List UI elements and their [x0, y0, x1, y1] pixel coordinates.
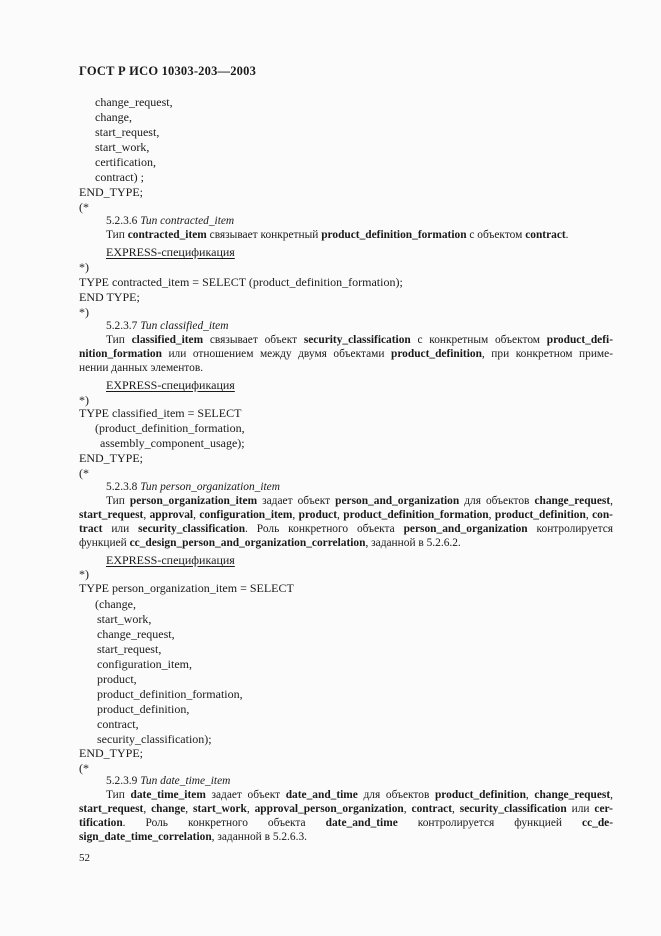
comment-open: (* [79, 200, 89, 214]
section-heading-5238 [106, 480, 280, 494]
list-item: configuration_item, [97, 657, 192, 671]
paragraph-line: Тип date_time_item задает объект date_and_time для объектов product_definition, change_request, [106, 789, 613, 801]
express-spec-label: EXPRESS-спецификация [106, 553, 235, 567]
type-declaration: TYPE classified_item = SELECT [79, 406, 242, 420]
list-item: contract) ; [95, 170, 144, 184]
list-item: start_work, [95, 140, 150, 154]
list-item: start_request, [97, 642, 162, 656]
list-item: certification, [95, 155, 156, 169]
section-number: 5.2.3.9 [106, 775, 138, 787]
end-type: END_TYPE; [79, 451, 143, 465]
list-item: product, [97, 672, 137, 686]
section-number: 5.2.3.8 [106, 481, 138, 493]
section-heading-5239 [106, 774, 230, 788]
comment-close: *) [79, 567, 89, 581]
paragraph-line: sign_date_time_correlation, заданной в 5.2.6.3. [79, 831, 307, 843]
section-title: Tun contracted_item [140, 215, 235, 227]
comment-close: *) [79, 260, 89, 274]
list-item: assembly_component_usage); [100, 436, 245, 450]
end-type: END_TYPE; [79, 185, 143, 199]
list-item: start_request, [95, 125, 160, 139]
end-type: END_TYPE; [79, 746, 143, 760]
paragraph-line: start_request, change, start_work, approval_person_organization, contract, security_classification или cer- [79, 803, 613, 815]
express-spec-label: EXPRESS-спецификация [106, 378, 235, 392]
paragraph-line: функцией cc_design_person_and_organization_correlation, заданной в 5.2.6.2. [79, 537, 461, 549]
list-item: contract, [97, 717, 139, 731]
list-item: (change, [95, 597, 136, 611]
section-number: 5.2.3.7 [106, 320, 138, 332]
paragraph-line: tract или security_classification. Роль конкретного объекта person_and_organization контролируется [79, 523, 613, 535]
comment-open: (* [79, 761, 89, 775]
document-header: ГОСТ Р ИСО 10303-203—2003 [79, 64, 257, 78]
express-spec-label: EXPRESS-спецификация [106, 245, 235, 259]
section-heading-5237 [106, 319, 228, 333]
section-title: Tun classified_item [140, 320, 229, 332]
section-heading-5236 [106, 214, 234, 228]
paragraph-line: nition_formation или отношением между двумя объектами product_definition, при конкретном приме- [79, 348, 613, 360]
type-declaration: TYPE contracted_item = SELECT (product_definition_formation); [79, 275, 403, 289]
paragraph-line: Тип person_organization_item задает объект person_and_organization для объектов change_request, [106, 495, 614, 507]
list-item: start_work, [97, 612, 152, 626]
end-type: END TYPE; [79, 290, 140, 304]
list-item: change_request, [95, 95, 173, 109]
comment-close: *) [79, 305, 89, 319]
section-title: Tun date_time_item [140, 775, 231, 787]
paragraph-line: start_request, approval, configuration_item, product, product_definition_formation, product_definition, con- [79, 509, 613, 521]
comment-close: *) [79, 393, 89, 407]
list-item: (product_definition_formation, [95, 421, 245, 435]
list-item: change, [95, 110, 132, 124]
comment-open: (* [79, 466, 89, 480]
list-item: change_request, [97, 627, 175, 641]
list-item: product_definition, [97, 702, 190, 716]
paragraph-line: нении данных элементов. [79, 362, 204, 374]
paragraph-line: tification. Роль конкретного объекта date_and_time контролируется функцией cc_de- [79, 817, 614, 829]
paragraph-line: Тип classified_item связывает объект security_classification с конкретным объектом product_defi- [106, 334, 613, 346]
paragraph-line: Тип contracted_item связывает конкретный product_definition_formation с объектом contract. [106, 229, 569, 241]
section-title: Tun person_organization_item [140, 481, 280, 493]
list-item: product_definition_formation, [97, 687, 243, 701]
page-number: 52 [79, 852, 90, 864]
list-item: security_classification); [97, 732, 212, 746]
type-declaration: TYPE person_organization_item = SELECT [79, 581, 294, 595]
section-number: 5.2.3.6 [106, 215, 138, 227]
